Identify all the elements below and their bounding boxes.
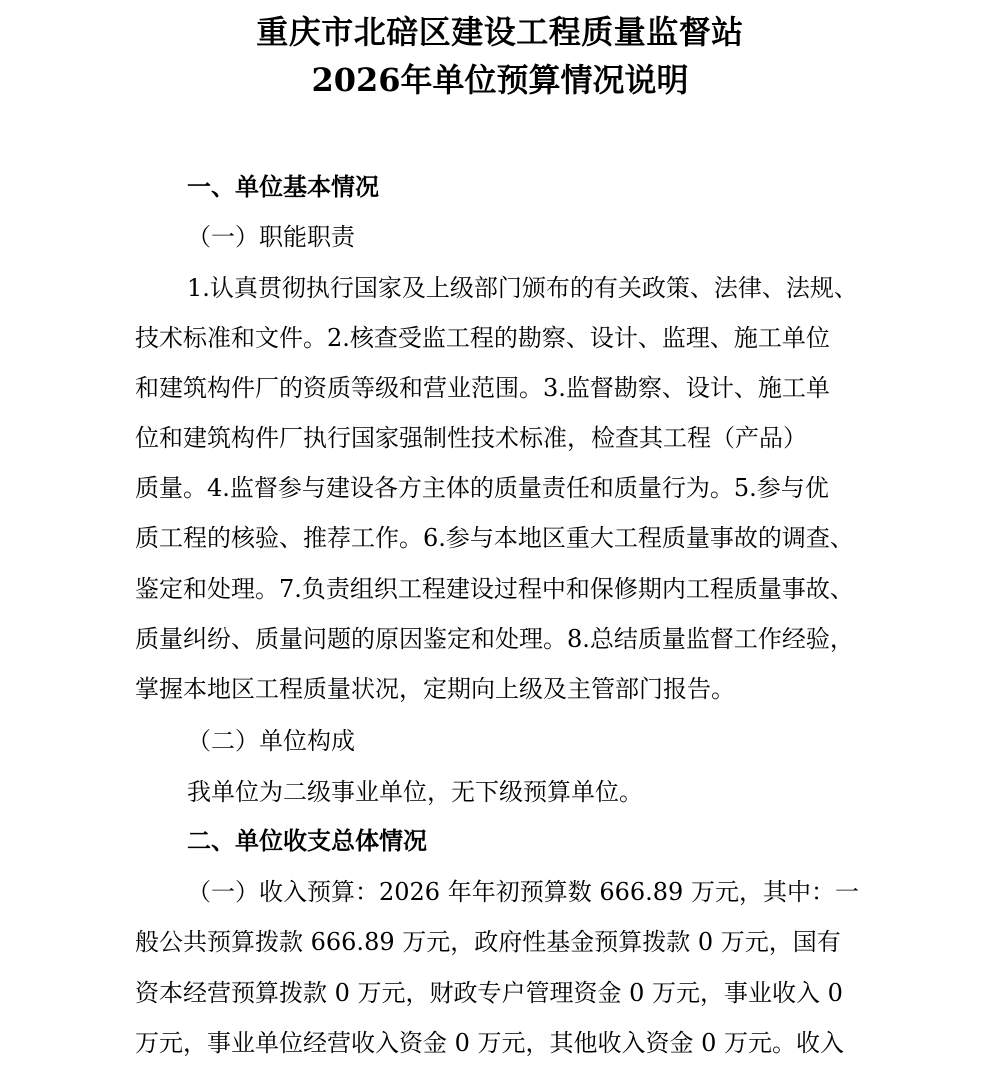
duties-paragraph-line: 掌握本地区工程质量状况，定期向上级及主管部门报告。 <box>135 675 735 703</box>
duties-paragraph-line: 质量。4.监督参与建设各方主体的质量责任和质量行为。5.参与优 <box>135 474 829 502</box>
duties-paragraph-line: 鉴定和处理。7.负责组织工程建设过程中和保修期内工程质量事故、 <box>135 575 854 603</box>
subsection-composition-heading: （二）单位构成 <box>187 727 355 755</box>
duties-paragraph-line: 1.认真贯彻执行国家及上级部门颁布的有关政策、法律、法规、 <box>187 274 858 302</box>
duties-paragraph-line: 和建筑构件厂的资质等级和营业范围。3.监督勘察、设计、施工单 <box>135 374 830 402</box>
income-paragraph-line: 资本经营预算拨款 0 万元，财政专户管理资金 0 万元，事业收入 0 <box>135 979 843 1007</box>
duties-paragraph-line: 质工程的核验、推荐工作。6.参与本地区重大工程质量事故的调查、 <box>135 524 854 552</box>
subsection-duties-heading: （一）职能职责 <box>187 223 355 251</box>
document-title-line-1: 重庆市北碚区建设工程质量监督站 <box>256 13 744 51</box>
section-1-heading: 一、单位基本情况 <box>187 173 379 201</box>
duties-paragraph-line: 位和建筑构件厂执行国家强制性技术标准，检查其工程（产品） <box>135 424 807 452</box>
document-title-line-2: 2026年单位预算情况说明 <box>311 61 689 99</box>
income-paragraph-line: （一）收入预算：2026 年年初预算数 666.89 万元，其中：一 <box>187 878 859 906</box>
income-paragraph-line: 万元，事业单位经营收入资金 0 万元，其他收入资金 0 万元。收入 <box>135 1029 845 1057</box>
income-paragraph-line: 般公共预算拨款 666.89 万元，政府性基金预算拨款 0 万元，国有 <box>135 928 841 956</box>
duties-paragraph-line: 质量纠纷、质量问题的原因鉴定和处理。8.总结质量监督工作经验， <box>135 625 854 653</box>
duties-paragraph-line: 技术标准和文件。2.核查受监工程的勘察、设计、监理、施工单位 <box>135 324 830 352</box>
section-2-heading: 二、单位收支总体情况 <box>187 827 427 855</box>
composition-paragraph: 我单位为二级事业单位，无下级预算单位。 <box>187 778 643 806</box>
